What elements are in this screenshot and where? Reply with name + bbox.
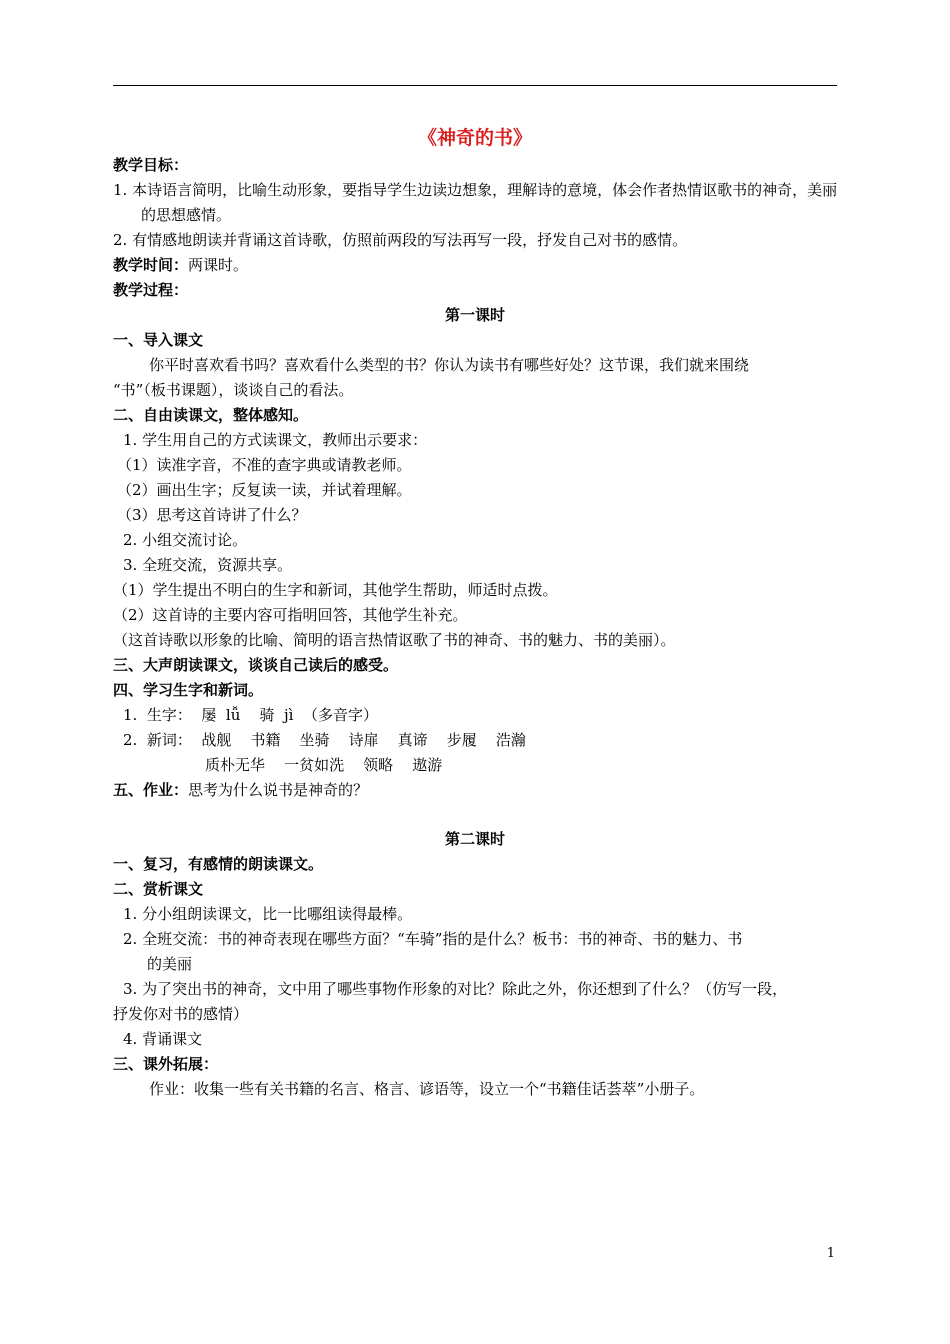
- list-item: 2. 小组交流讨论。: [123, 531, 248, 549]
- lesson2-heading: 第二课时: [444, 830, 505, 848]
- list-item: （2）这首诗的主要内容可指明回答，其他学生补充。: [113, 606, 468, 624]
- list-item: 1. 分小组朗读课文，比一比哪组读得最棒。: [123, 905, 413, 923]
- lesson1-section1-para-cont: “书”（板书课题），谈谈自己的看法。: [113, 381, 354, 399]
- lesson1-heading: 第一课时: [444, 306, 505, 324]
- list-item: 3. 全班交流，资源共享。: [123, 556, 293, 574]
- list-item: （2）画出生字；反复读一读，并试着理解。: [117, 481, 412, 499]
- process-heading: 教学过程：: [113, 281, 189, 299]
- lesson2-section1-heading: 一、复习，有感情的朗读课文。: [113, 855, 324, 873]
- list-item: 2. 新词： 战舰 书籍 坐骑 诗扉 真谛 步履 浩瀚: [123, 731, 526, 749]
- lesson1-section3-heading: 三、大声朗读课文，谈谈自己读后的感受。: [113, 656, 399, 674]
- lesson1-section2-heading: 二、自由读课文，整体感知。: [113, 406, 309, 424]
- list-item: （1）读准字音，不准的查字典或请教老师。: [117, 456, 412, 474]
- list-item: （这首诗歌以形象的比喻、简明的语言热情讴歌了书的神奇、书的魅力、书的美丽）。: [113, 631, 676, 649]
- homework-label: 五、作业：: [113, 781, 189, 799]
- lesson2-section2-heading: 二、赏析课文: [113, 880, 204, 898]
- list-item: （1）学生提出不明白的生字和新词，其他学生帮助，师适时点拨。: [113, 581, 558, 599]
- lesson1-section4-heading: 四、学习生字和新词。: [113, 681, 264, 699]
- lesson1-section1-para: 你平时喜欢看书吗？喜欢看什么类型的书？你认为读书有哪些好处？这节课，我们就来围绕: [149, 356, 750, 374]
- teaching-time: [113, 253, 849, 278]
- header-rule: [113, 85, 837, 86]
- lesson2-section3-heading: 三、课外拓展：: [113, 1055, 219, 1073]
- list-item: 3. 为了突出书的神奇，文中用了哪些事物作形象的对比？除此之外，你还想到了什么？（仿写一段，: [123, 980, 788, 998]
- lesson1-section1-heading: 一、导入课文: [113, 331, 204, 349]
- page-number: 1: [826, 1246, 835, 1261]
- list-item-cont: 的美丽: [147, 955, 193, 973]
- time-value: 两课时。: [188, 256, 249, 274]
- goal-item-2: 2. 有情感地朗读并背诵这首诗歌，仿照前两段的写法再写一段，抒发自己对书的感情。: [113, 231, 688, 249]
- goal-item-1: 1. 本诗语言简明，比喻生动形象，要指导学生边读边想象，理解诗的意境，体会作者热情讴歌书的神奇，美丽的思想感情。: [113, 181, 838, 224]
- list-item: 1. 生字： 屡 lǚ 骑 jì （多音字）: [123, 706, 378, 724]
- list-item: 质朴无华 一贫如洗 领略 遨游: [205, 756, 443, 774]
- page-title: 《神奇的书》: [417, 127, 532, 149]
- time-label: 教学时间：: [113, 256, 189, 274]
- document-body: [113, 126, 849, 1102]
- lesson1-homework: [113, 778, 849, 803]
- list-item: 1. 学生用自己的方式读课文，教师出示要求：: [123, 431, 428, 449]
- list-item: 4. 背诵课文: [123, 1030, 203, 1048]
- list-item: 2. 全班交流：书的神奇表现在哪些方面？“车骑”指的是什么？板书：书的神奇、书的魅力、书: [123, 930, 743, 948]
- goals-heading: 教学目标：: [113, 156, 189, 174]
- homework-text: 思考为什么说书是神奇的？: [188, 781, 369, 799]
- section-gap: [113, 803, 849, 827]
- list-item-cont: 抒发你对书的感情）: [113, 1005, 249, 1023]
- list-item: （3）思考这首诗讲了什么？: [117, 506, 307, 524]
- lesson2-section3-para: 作业：收集一些有关书籍的名言、格言、谚语等，设立一个“书籍佳话荟萃”小册子。: [149, 1080, 705, 1098]
